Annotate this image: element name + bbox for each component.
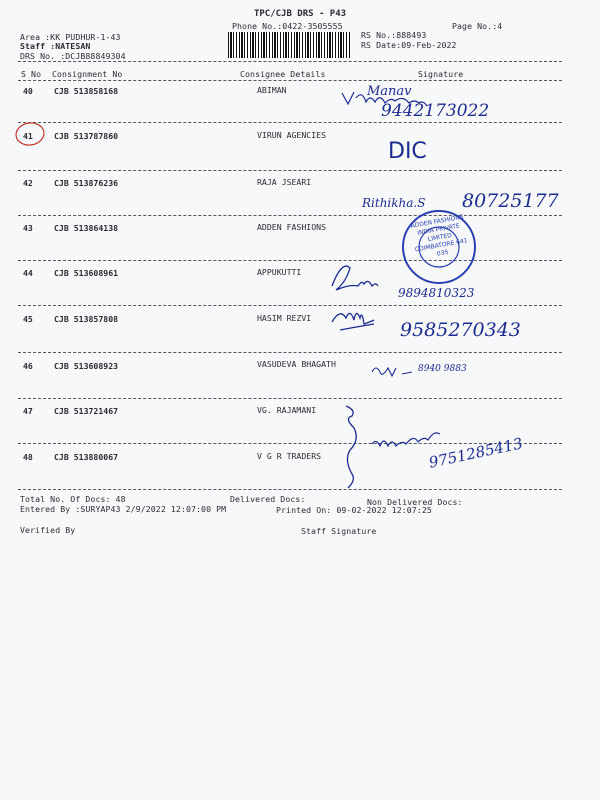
phone-row44: 9894810323 [398, 286, 475, 300]
column-consignee: Consignee Details [240, 69, 326, 79]
signature-row46 [372, 368, 412, 376]
row-sno: 41 [23, 131, 33, 141]
signature-bracket [346, 406, 356, 488]
row-consignment: CJB 513857808 [54, 314, 119, 324]
signature-name-row42: Rithikha.S [362, 196, 426, 210]
row-consignee: VG. RAJAMANI [257, 405, 317, 415]
column-consignment: Consignment No [52, 69, 123, 79]
row-consignment: CJB 513608923 [54, 361, 119, 371]
row-sno: 47 [23, 406, 33, 416]
row-consignee: VIRUN AGENCIES [257, 130, 327, 140]
phone-row42: 80725177 [462, 190, 559, 212]
signature-text-row46: 8940 9883 [418, 364, 467, 374]
row-consignee: ABIMAN [257, 85, 287, 95]
row-consignment: CJB 513864138 [54, 223, 119, 233]
row-consignment: CJB 513721467 [54, 406, 119, 416]
circle-mark [15, 121, 46, 147]
column-sno: S No [21, 69, 42, 79]
row-sno: 46 [23, 361, 33, 371]
phone-row40: 9442173022 [381, 101, 490, 121]
row-consignee: VASUDEVA BHAGATH [257, 359, 336, 369]
row-sno: 48 [23, 452, 33, 462]
drs-number: DRS No. :DCJB88849304 [20, 51, 126, 61]
non-delivered-docs: Non Delivered Docs: [367, 497, 463, 507]
area-label: Area :KK PUDHUR-1-43 [20, 32, 121, 42]
row-consignee: APPUKUTTI [257, 267, 302, 277]
rs-number: RS No.:888493 [361, 30, 427, 40]
column-signature: Signature [418, 69, 464, 79]
entered-by: Entered By :SURYAP43 2/9/2022 12:07:00 PM [20, 504, 227, 514]
total-docs: Total No. Of Docs: 48 [20, 494, 126, 504]
phone-row48: 9751285413 [427, 434, 525, 472]
row-consignment: CJB 513858168 [54, 86, 119, 96]
phone-number: Phone No.:0422-3505555 [232, 21, 343, 31]
signature-row48 [372, 433, 440, 446]
document-title: TPC/CJB DRS - P43 [253, 9, 347, 19]
row-consignee: ADDEN FASHIONS [257, 222, 327, 232]
rs-date: RS Date:09-Feb-2022 [361, 40, 457, 50]
row-sno: 45 [23, 314, 33, 324]
delivered-docs: Delivered Docs: [230, 494, 306, 504]
row-consignee: RAJA JSEARI [257, 177, 312, 187]
dic-mark-row41: DIC [388, 139, 427, 164]
staff-signature: Staff Signature [301, 526, 377, 536]
printed-on: Printed On: 09-02-2022 12:07:25 [276, 505, 432, 515]
phone-row45: 9585270343 [400, 319, 521, 341]
row-sno: 44 [23, 268, 33, 278]
row-consignee: HASIM REZVI [257, 313, 312, 323]
page-number: Page No.:4 [452, 21, 503, 31]
staff-label: Staff :NATESAN [20, 41, 91, 51]
row-sno: 40 [23, 86, 33, 96]
row-sno: 42 [23, 178, 33, 188]
row-consignment: CJB 513608961 [54, 268, 119, 278]
row-consignment: CJB 513787860 [54, 131, 119, 141]
stamp-text: ADDEN FASHIONS INDIA PRIVATE LIMITED COIMBATORE 641 035 [410, 213, 469, 258]
signature-row44 [332, 266, 378, 290]
verified-by: Verified By [20, 525, 76, 535]
row-sno: 43 [23, 223, 33, 233]
signature-row45 [332, 313, 374, 330]
row-consignment: CJB 513876236 [54, 178, 119, 188]
row-consignment: CJB 513880067 [54, 452, 119, 462]
signature-name-row40: Manav [367, 84, 412, 99]
row-consignee: V G R TRADERS [257, 451, 322, 461]
